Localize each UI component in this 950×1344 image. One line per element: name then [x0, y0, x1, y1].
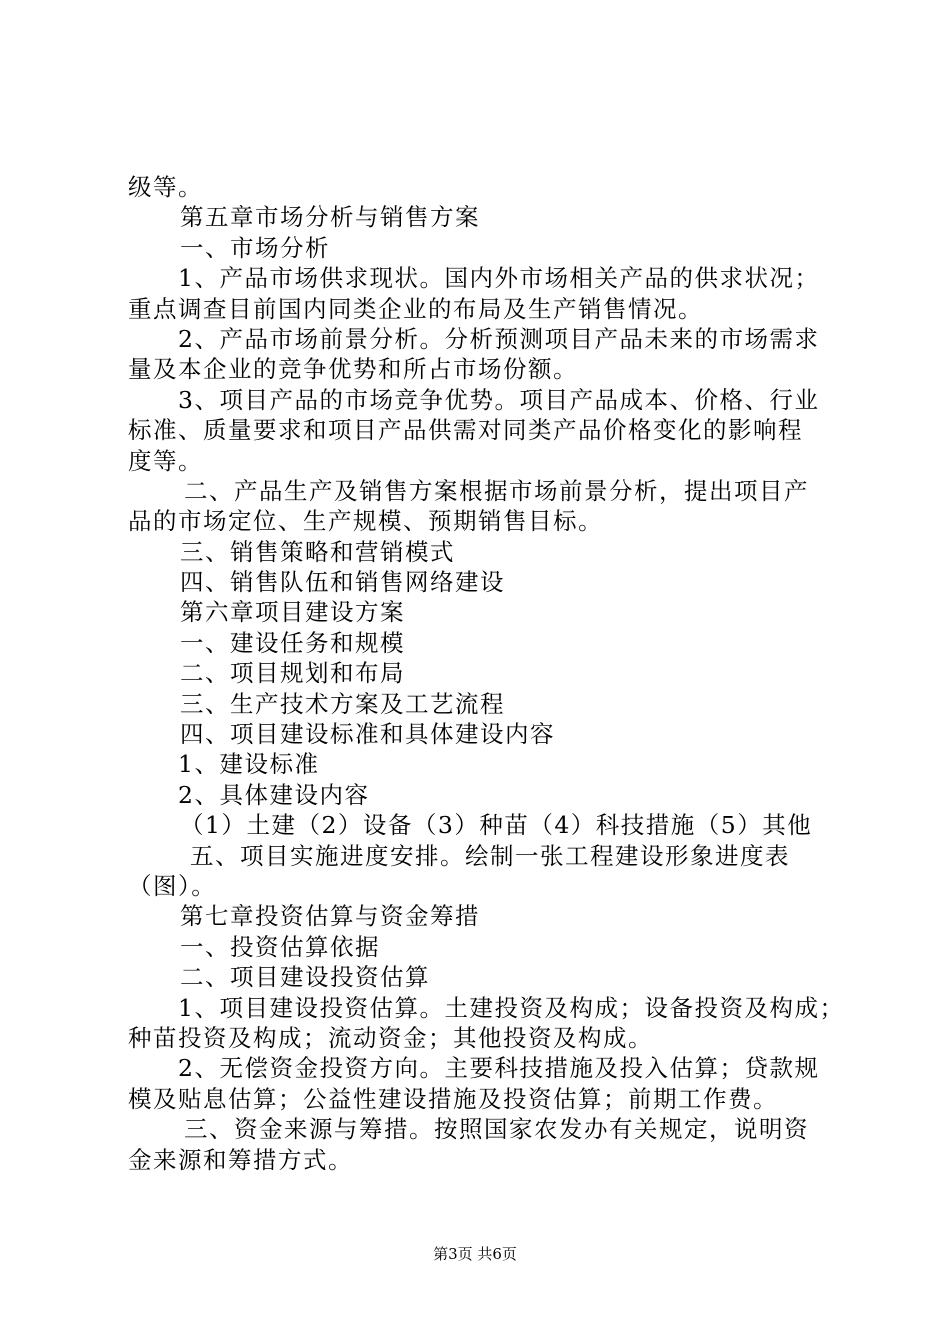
- text-line: 四、项目建设标准和具体建设内容: [180, 720, 555, 749]
- text-line: 金来源和筹措方式。: [128, 1145, 353, 1174]
- text-line: 模及贴息估算；公益性建设措施及投资估算；前期工作费。: [128, 1084, 778, 1113]
- text-line: 第五章市场分析与销售方案: [180, 203, 480, 232]
- page-footer: 第3页 共6页: [433, 1245, 517, 1263]
- text-line: 1、产品市场供求现状。国内外市场相关产品的供求状况；: [178, 264, 820, 293]
- text-line: 四、销售队伍和销售网络建设: [180, 568, 505, 597]
- text-line: 第七章投资估算与资金筹措: [180, 902, 480, 931]
- text-line: （1）土建（2）设备（3）种苗（4）科技措施（5）其他: [180, 811, 813, 840]
- text-line: 五、项目实施进度安排。绘制一张工程建设形象进度表: [190, 841, 790, 870]
- text-line: 度等。: [128, 446, 203, 475]
- text-line: 第六章项目建设方案: [180, 598, 405, 627]
- text-line: 一、投资估算依据: [180, 932, 380, 961]
- text-line: 标准、质量要求和项目产品供需对同类产品价格变化的影响程: [128, 416, 803, 445]
- text-line: 级等。: [128, 173, 203, 201]
- text-line: 三、资金来源与筹措。按照国家农发办有关规定，说明资: [184, 1115, 809, 1144]
- text-line: 2、无偿资金投资方向。主要科技措施及投入估算；贷款规: [178, 1054, 820, 1083]
- text-line: 2、产品市场前景分析。分析预测项目产品未来的市场需求: [178, 324, 820, 353]
- text-line: 三、生产技术方案及工艺流程: [180, 689, 505, 718]
- text-line: 二、项目规划和布局: [180, 659, 405, 688]
- text-line: 三、销售策略和营销模式: [180, 537, 455, 566]
- text-line: 1、项目建设投资估算。土建投资及构成；设备投资及构成；: [178, 993, 845, 1022]
- text-line: 重点调查目前国内同类企业的布局及生产销售情况。: [128, 294, 703, 323]
- text-line: 一、建设任务和规模: [180, 628, 405, 657]
- text-line: 1、建设标准: [178, 750, 320, 779]
- text-line: 种苗投资及构成；流动资金；其他投资及构成。: [128, 1023, 653, 1052]
- document-body: [128, 172, 845, 1175]
- text-line: 2、具体建设内容: [178, 780, 370, 809]
- text-line: （图）。: [128, 871, 217, 900]
- text-line: 量及本企业的竞争优势和所占市场份额。: [128, 355, 578, 384]
- text-line: 品的市场定位、生产规模、预期销售目标。: [128, 507, 603, 536]
- text-line: 二、产品生产及销售方案根据市场前景分析，提出项目产: [184, 476, 809, 505]
- text-line: 3、项目产品的市场竞争优势。项目产品成本、价格、行业: [178, 385, 820, 414]
- text-line: 二、项目建设投资估算: [180, 963, 430, 992]
- text-line: 一、市场分析: [180, 233, 330, 262]
